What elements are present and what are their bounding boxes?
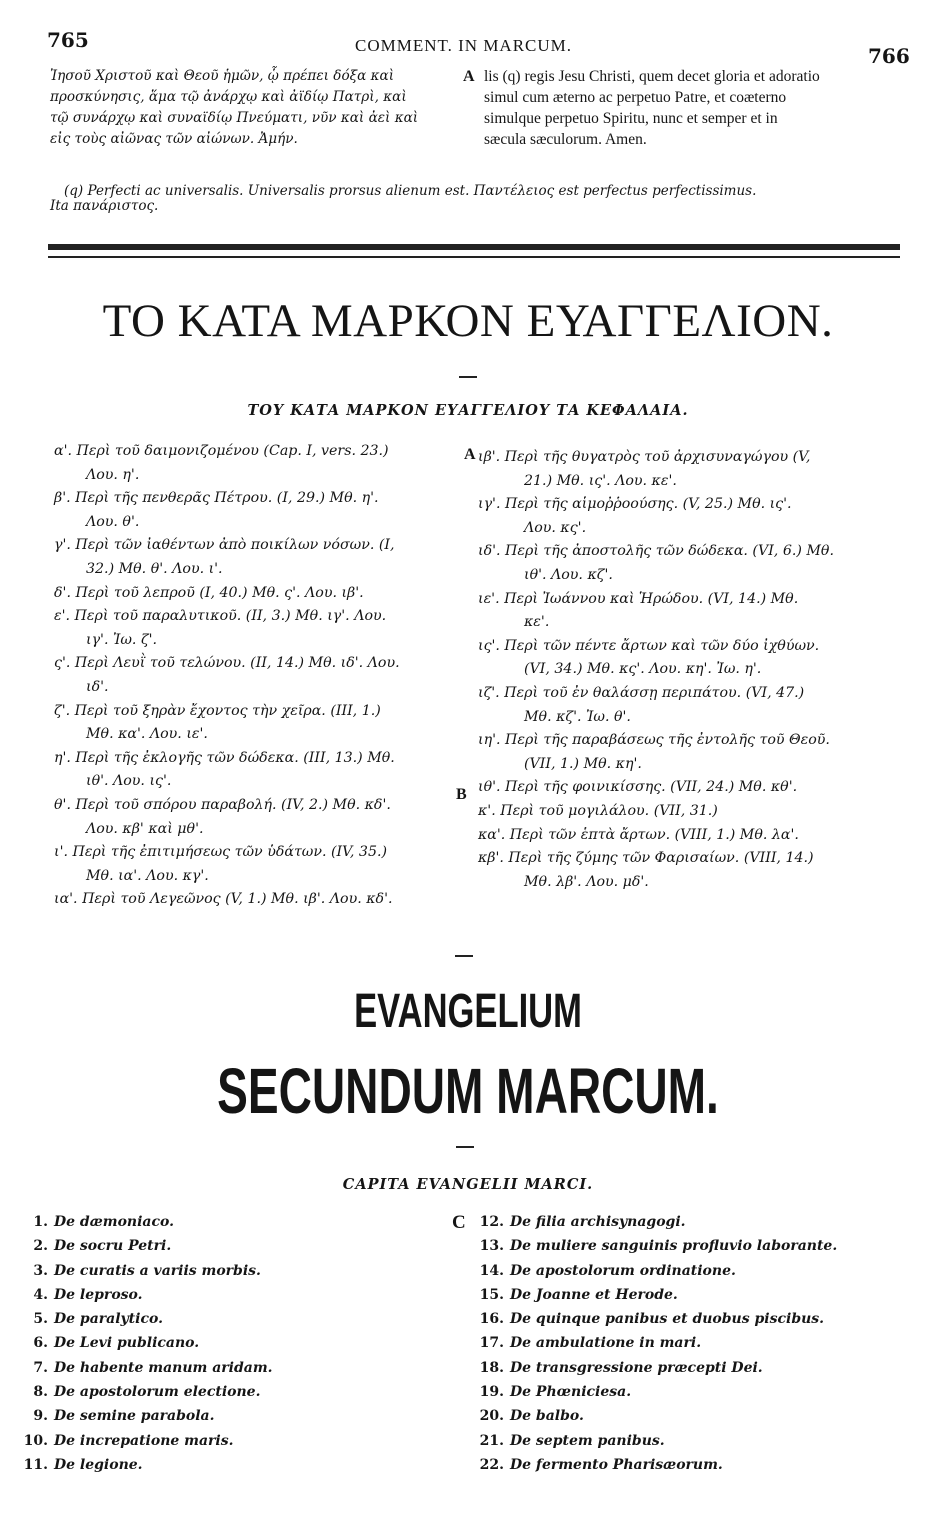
margin-letter-c: C [452, 1212, 466, 1233]
list-item: 1. De dæmoniaco. [33, 1214, 174, 1230]
list-item: ις'. Περὶ τῶν πέντε ἄρτων καὶ τῶν δύο ἰχθύων. (VI, 34.) Μθ. κς'. Λου. κη'. Ἰω. η'. [478, 637, 820, 678]
margin-letter-a: A [464, 446, 476, 463]
divider-thick [48, 244, 900, 250]
list-item: ιγ'. Περὶ τῆς αἱμοῤῥοούσης. (V, 25.) Μθ. ις'. Λου. κς'. [478, 496, 792, 536]
list-item: 8. De apostolorum electione. [33, 1384, 261, 1401]
list-item: 12. De filia archisynagogi. [479, 1214, 686, 1230]
latin-title-line1: EVANGELIUM [354, 985, 582, 1038]
list-item: δ'. Περὶ τοῦ λεπροῦ (I, 40.) Μθ. ς'. Λου. ιβ'. [54, 584, 364, 601]
capita-right [476, 1210, 916, 1477]
list-item: 5. De paralytico. [33, 1311, 163, 1328]
footnote-line: (q) Perfecti ac universalis. Universalis prorsus alienum est. Παντέλειος est perfectus perfectissimus. [64, 183, 757, 199]
section-dash [455, 955, 473, 957]
list-item: η'. Περὶ τῆς ἐκλογῆς τῶν δώδεκα. (III, 13.) Μθ. ιθ'. Λου. ις'. [54, 749, 395, 790]
footnote [50, 184, 910, 214]
list-item: κα'. Περὶ τῶν ἑπτὰ ἄρτων. (VIII, 1.) Μθ. λα'. [478, 826, 799, 843]
running-head: COMMENT. IN MARCUM. [355, 36, 573, 55]
list-item: ι'. Περὶ τῆς ἐπιτιμήσεως τῶν ὑδάτων. (IV, 35.) Μθ. ια'. Λου. κγ'. [54, 844, 388, 884]
list-item: β'. Περὶ τῆς πενθερᾶς Πέτρου. (I, 29.) Μθ. η'. Λου. θ'. [54, 490, 379, 530]
text-line: προσκύνησις, ἅμα τῷ ἀνάρχῳ καὶ ἀϊδίῳ Πατρὶ, καὶ [50, 89, 407, 105]
list-item: ε'. Περὶ τοῦ παραλυτικοῦ. (II, 3.) Μθ. ιγ'. Λου. ιγ'. Ἰω. ζ'. [54, 608, 387, 648]
text-line: simul cum æterno ac perpetuo Patre, et coæterno [484, 89, 787, 106]
footnote-line: Ita πανάριστος. [50, 198, 159, 214]
list-item: 11. De legione. [23, 1456, 143, 1473]
list-item: ς'. Περὶ Λευῒ τοῦ τελώνου. (II, 14.) Μθ. ιδ'. Λου. ιδ'. [54, 655, 400, 695]
list-item: ζ'. Περὶ τοῦ ξηρὰν ἔχοντος τὴν χεῖρα. (III, 1.) Μθ. κα'. Λου. ιε'. [54, 702, 381, 743]
title-dash [459, 376, 477, 378]
list-item: ιθ'. Περὶ τῆς φοινικίσσης. (VII, 24.) Μθ. κθ'. [478, 779, 798, 796]
greek-chapters-right [478, 446, 908, 894]
list-item: 13. De muliere sanguinis profluvio laborante. [479, 1238, 838, 1255]
text-line: Ἰησοῦ Χριστοῦ καὶ Θεοῦ ἡμῶν, ᾧ πρέπει δόξα καὶ [50, 68, 395, 84]
list-item: 16. De quinque panibus et duobus piscibus. [479, 1311, 825, 1328]
list-item: 2. De socru Petri. [33, 1238, 172, 1255]
list-item: 10. De increpatione maris. [23, 1432, 234, 1449]
list-item: 17. De ambulatione in mari. [479, 1335, 702, 1352]
capita-left [20, 1210, 440, 1477]
greek-title: ΤΟ ΚΑΤΑ ΜΑΡΚΟΝ ΕΥΑΓΓΕΛΙΟΝ. [102, 295, 834, 347]
capita-heading: CAPITA EVANGELII MARCI. [342, 1176, 594, 1193]
list-item: ιζ'. Περὶ τοῦ ἐν θαλάσσῃ περιπάτου. (VI, 47.) Μθ. κζ'. Ἰω. θ'. [478, 684, 805, 725]
list-item: 20. De balbo. [479, 1408, 584, 1425]
list-item: κ'. Περὶ τοῦ μογιλάλου. (VII, 31.) [478, 802, 718, 819]
list-item: θ'. Περὶ τοῦ σπόρου παραβολή. (IV, 2.) Μθ. κδ'. Λου. κβ' καὶ μθ'. [54, 796, 391, 837]
doxology-latin [484, 66, 904, 150]
text-line: εἰς τοὺς αἰῶνας τῶν αἰώνων. Ἀμήν. [50, 131, 298, 147]
page-number-right: 766 [868, 44, 910, 68]
list-item: κβ'. Περὶ τῆς ζύμης τῶν Φαρισαίων. (VIII, 14.) Μθ. λβ'. Λου. μδ'. [478, 850, 814, 890]
text-line: simulque perpetuo Spiritu, nunc et semper et in [484, 110, 778, 127]
list-item: ιε'. Περὶ Ἰωάννου καὶ Ἡρώδου. (VI, 14.) Μθ. κε'. [478, 590, 799, 631]
latin-title-line2: SECUNDUM MARCUM. [217, 1055, 719, 1127]
list-item: ια'. Περὶ τοῦ Λεγεῶνος (V, 1.) Μθ. ιβ'. Λου. κδ'. [54, 891, 393, 908]
list-item: 6. De Levi publicano. [33, 1335, 200, 1352]
list-item: γ'. Περὶ τῶν ἰαθέντων ἀπὸ ποικίλων νόσων. (I, 32.) Μθ. θ'. Λου. ι'. [54, 537, 395, 577]
list-item: ιβ'. Περὶ τῆς θυγατρὸς τοῦ ἀρχισυναγώγου (V, 21.) Μθ. ις'. Λου. κε'. [478, 449, 811, 489]
list-item: 4. De leproso. [33, 1286, 143, 1303]
list-item: 18. De transgressione præcepti Dei. [479, 1359, 763, 1376]
greek-chapters-heading: ΤΟΥ ΚΑΤΑ ΜΑΡΚΟΝ ΕΥΑΓΓΕΛΙΟΥ ΤΑ ΚΕΦΑΛΑΙΑ. [247, 402, 689, 419]
list-item: 9. De semine parabola. [33, 1408, 215, 1425]
list-item: α'. Περὶ τοῦ δαιμονιζομένου (Cap. I, vers. 23.) Λου. η'. [54, 443, 389, 483]
text-line: sæcula sæculorum. Amen. [484, 131, 647, 148]
margin-letter-b: B [456, 786, 467, 803]
list-item: 19. De Phœniciesa. [479, 1384, 632, 1401]
page-number-left: 765 [47, 28, 89, 52]
divider-thin [48, 256, 900, 258]
greek-chapters-left [54, 440, 464, 912]
list-item: 15. De Joanne et Herode. [479, 1286, 678, 1303]
list-item: 3. De curatis a variis morbis. [33, 1262, 261, 1279]
list-item: 21. De septem panibus. [479, 1432, 665, 1449]
doxology-greek [50, 66, 460, 150]
list-item: ιδ'. Περὶ τῆς ἀποστολῆς τῶν δώδεκα. (VI, 6.) Μθ. ιθ'. Λου. κζ'. [478, 543, 834, 583]
text-line: lis (q) regis Jesu Christi, quem decet gloria et adoratio [484, 68, 820, 85]
title-dash [456, 1146, 474, 1148]
list-item: 22. De fermento Pharisæorum. [479, 1456, 723, 1473]
margin-letter-a: A [463, 68, 475, 85]
list-item: ιη'. Περὶ τῆς παραβάσεως τῆς ἐντολῆς τοῦ Θεοῦ. (VII, 1.) Μθ. κη'. [478, 732, 830, 772]
list-item: 14. De apostolorum ordinatione. [479, 1262, 736, 1279]
list-item: 7. De habente manum aridam. [33, 1359, 273, 1376]
text-line: τῷ συνάρχῳ καὶ συναϊδίῳ Πνεύματι, νῦν καὶ ἀεὶ καὶ [50, 110, 419, 126]
